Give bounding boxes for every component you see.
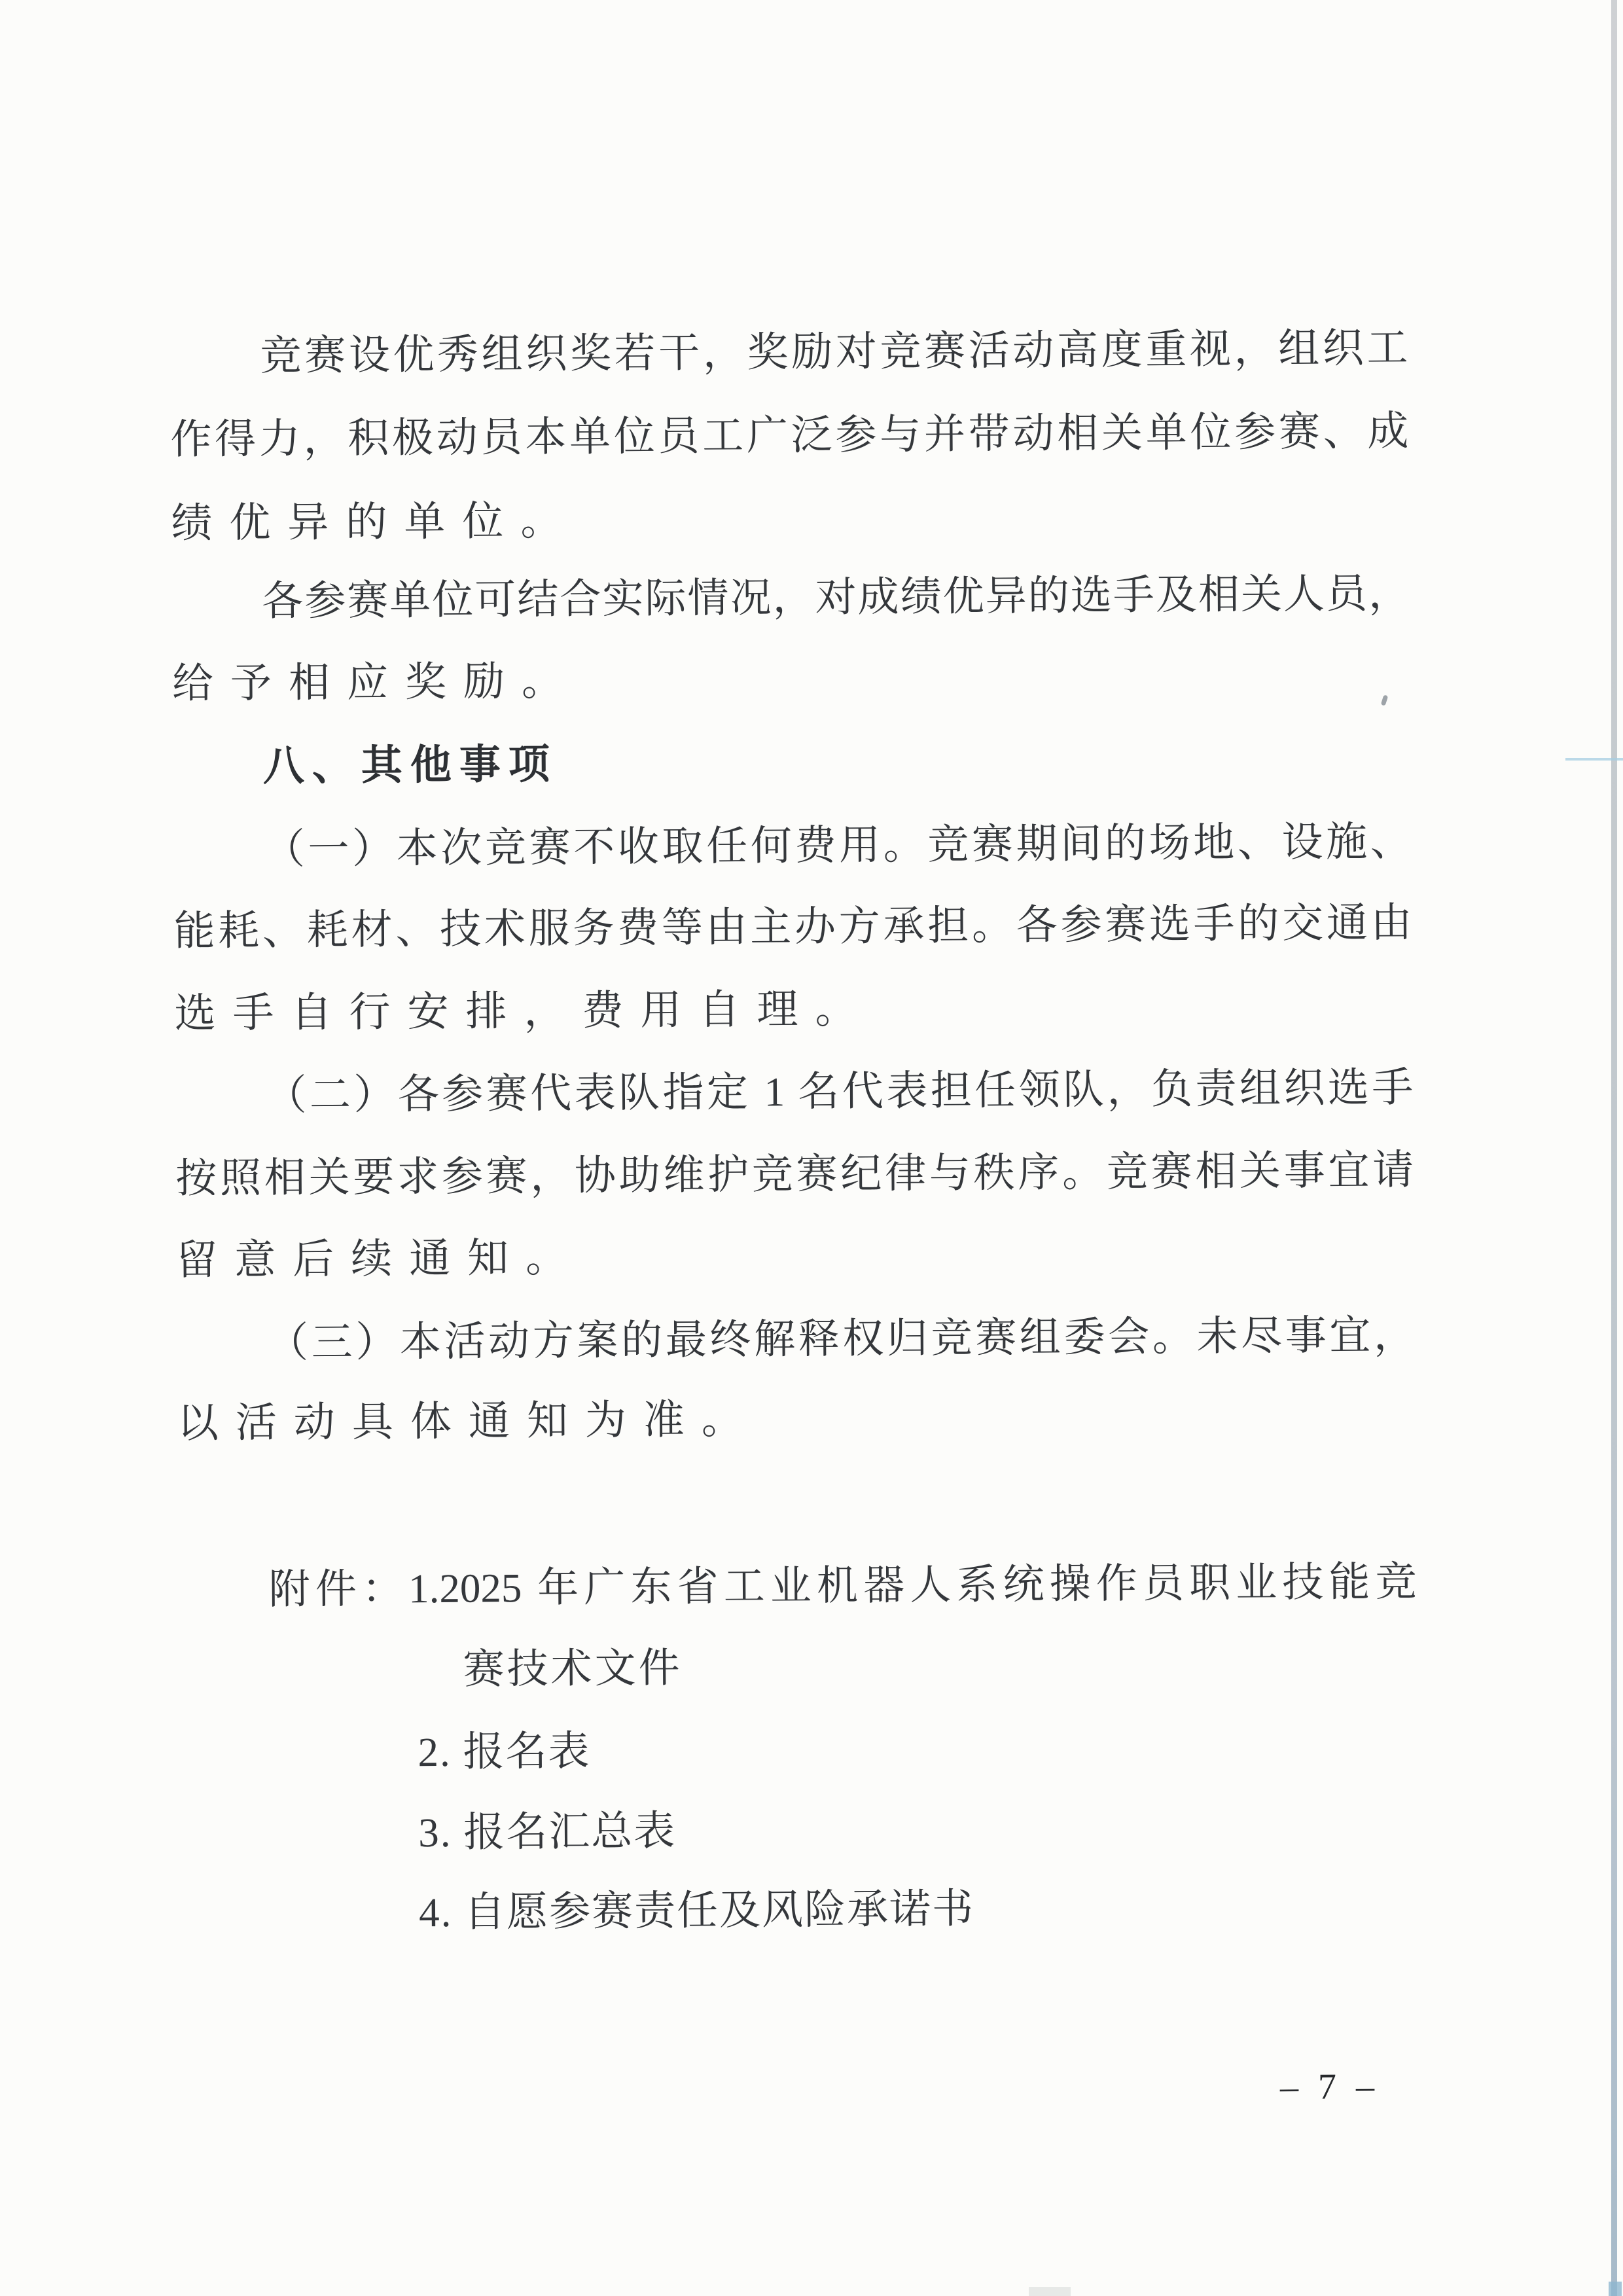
paragraph-line: 按照相关要求参赛，协助维护竞赛纪律与秩序。竞赛相关事宜请	[175, 1147, 1414, 1202]
attachment-continuation-line: 赛技术文件	[463, 1645, 683, 1693]
scan-artifact-vertical-line	[1611, 0, 1617, 2296]
attachment-list-item: 4. 自愿参赛责任及风险承诺书	[418, 1886, 975, 1936]
paragraph-line: （三）本活动方案的最终解释权归竞赛组委会。未尽事宜，	[266, 1312, 1416, 1366]
paragraph-line: 各参赛单位可结合实际情况，对成绩优异的选手及相关人员，	[261, 570, 1410, 624]
paragraph-line: 能耗、耗材、技术服务费等由主办方承担。各参赛选手的交通由	[173, 899, 1412, 954]
paragraph-line: 竞赛设优秀组织奖若干，奖励对竞赛活动高度重视，组织工	[260, 325, 1408, 379]
scan-artifact-corner-mark	[1609, 2282, 1622, 2296]
scan-artifact-smudge	[1029, 2287, 1071, 2296]
paragraph-line: 绩优异的单位。	[171, 497, 579, 547]
section-heading-other-matters: 八、其他事项	[262, 741, 558, 789]
attachment-list-item: 3. 报名汇总表	[418, 1808, 677, 1856]
paragraph-line: 留意后续通知。	[175, 1234, 584, 1283]
paragraph-line: （一）本次竞赛不收取任何费用。竞赛期间的场地、设施、	[263, 818, 1412, 872]
scan-artifact-blue-tick	[1565, 758, 1623, 761]
paragraph-line: 给予相应奖励。	[171, 658, 580, 707]
paragraph-line: 选手自行安排，费用自理。	[174, 986, 874, 1037]
page-number: – 7 –	[1279, 2066, 1380, 2108]
attachment-label-line: 附件：1.2025 年广东省工业机器人系统操作员职业技能竞	[268, 1558, 1417, 1613]
paragraph-line: 作得力，积极动员本单位员工广泛参与并带动相关单位参赛、成	[170, 408, 1409, 463]
paragraph-line: 以活动具体通知为准。	[177, 1396, 760, 1446]
attachment-list-item: 2. 报名表	[418, 1728, 591, 1776]
paragraph-line: （二）各参赛代表队指定 1 名代表担任领队，负责组织选手	[265, 1064, 1414, 1119]
